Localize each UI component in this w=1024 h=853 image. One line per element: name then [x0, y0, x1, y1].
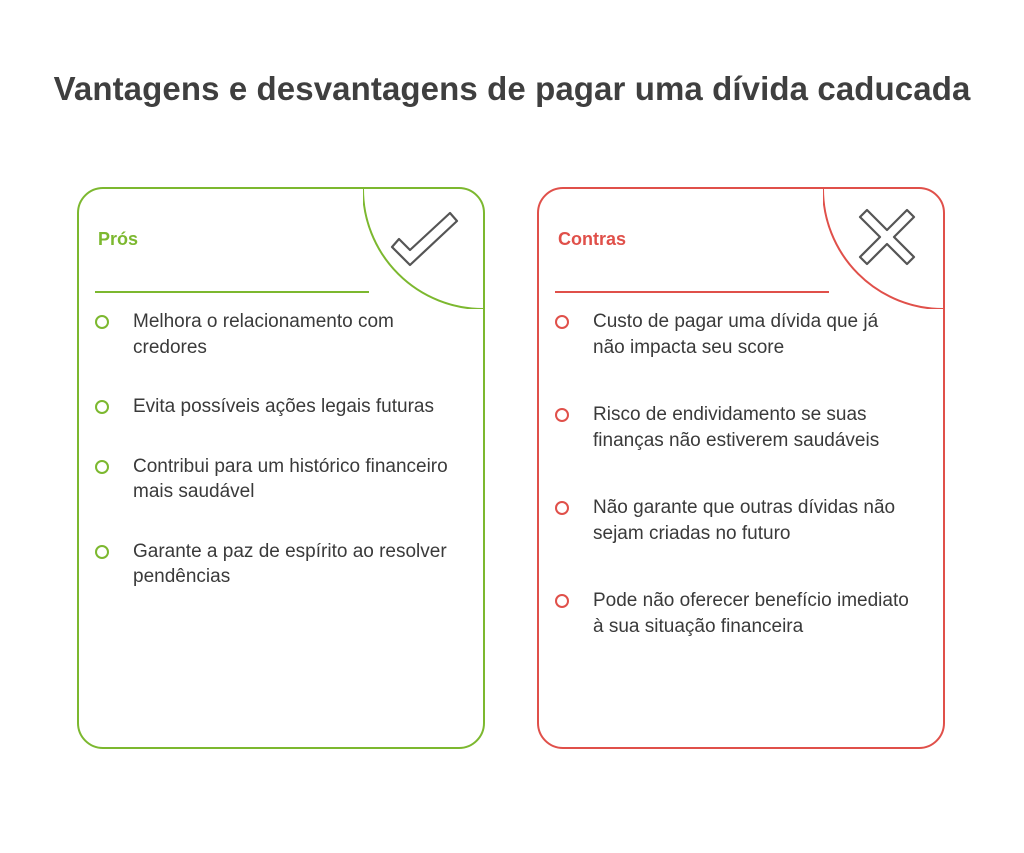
list-item: [555, 588, 915, 639]
circle-bullet-icon: [95, 315, 109, 329]
circle-bullet-icon: [95, 460, 109, 474]
cons-card: [537, 187, 945, 749]
circle-bullet-icon: [555, 315, 569, 329]
circle-bullet-icon: [555, 408, 569, 422]
cons-heading: Contras: [558, 229, 627, 249]
circle-bullet-icon: [555, 501, 569, 515]
cons-list: [555, 309, 915, 681]
list-item: [95, 309, 455, 360]
list-item: [95, 539, 455, 590]
check-icon: [392, 213, 457, 265]
item-text: Garante a paz de espírito ao resolver pendências: [133, 540, 447, 587]
item-text: Risco de endividamento se suas finanças não estiverem saudáveis: [593, 404, 880, 451]
item-text: Custo de pagar uma dívida que já não impacta seu score: [593, 311, 879, 358]
cons-corner-badge: [823, 189, 943, 309]
item-text: Evita possíveis ações legais futuras: [133, 396, 434, 417]
item-text: Contribui para um histórico financeiro mais saudável: [133, 455, 448, 502]
cons-divider: [555, 291, 829, 293]
x-icon: [860, 210, 914, 264]
list-item: [555, 309, 915, 360]
circle-bullet-icon: [95, 545, 109, 559]
circle-bullet-icon: [555, 594, 569, 608]
pros-card: [77, 187, 485, 749]
list-item: [555, 402, 915, 453]
pros-corner-badge: [363, 189, 483, 309]
list-item: [95, 454, 455, 505]
item-text: Pode não oferecer benefício imediato à sua situação financeira: [593, 590, 909, 637]
list-item: [95, 394, 455, 420]
item-text: Melhora o relacionamento com credores: [133, 311, 394, 358]
page-title: Vantagens e desvantagens de pagar uma dívida caducada: [53, 70, 971, 107]
circle-bullet-icon: [95, 400, 109, 414]
list-item: [555, 495, 915, 546]
pros-divider: [95, 291, 369, 293]
pros-heading: Prós: [98, 229, 139, 249]
pros-list: [95, 309, 455, 624]
item-text: Não garante que outras dívidas não sejam criadas no futuro: [593, 497, 896, 544]
